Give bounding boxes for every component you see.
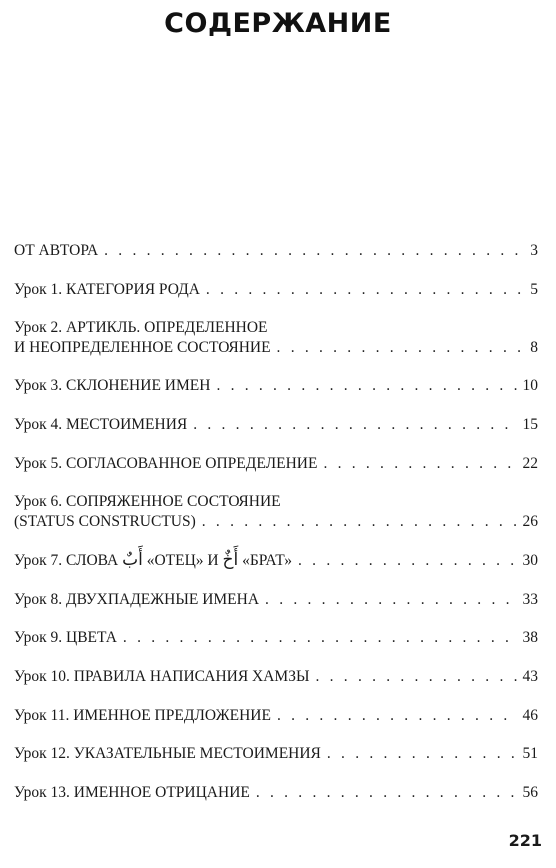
toc-entry-label: Урок 8. ДВУХПАДЕЖНЫЕ ИМЕНА — [14, 591, 260, 608]
toc-entry-label — [14, 550, 292, 571]
toc-entry-label: Урок 1. КАТЕГОРИЯ РОДА — [14, 281, 200, 298]
toc-entry-label: Урок 11. ИМЕННОЕ ПРЕДЛОЖЕНИЕ — [14, 707, 271, 724]
toc-entry-line — [14, 512, 538, 532]
toc-entry[interactable] — [14, 376, 538, 396]
dot-leader — [277, 706, 517, 726]
dot-leader — [327, 744, 517, 764]
label-text: «БРАТ» — [242, 552, 293, 569]
toc-entry-label: Урок 10. ПРАВИЛА НАПИСАНИЯ ХАМЗЫ — [14, 668, 310, 685]
toc-entry-line — [14, 667, 538, 687]
arabic-word-ab: أَبٌ — [122, 550, 143, 570]
toc-entry-line — [14, 415, 538, 435]
dot-leader — [256, 783, 517, 803]
toc-entry-label-line1: Урок 2. АРТИКЛЬ. ОПРЕДЕЛЕННОЕ — [14, 319, 268, 336]
dot-leader — [193, 415, 516, 435]
dot-leader — [298, 551, 516, 571]
toc-entry-label: Урок 3. СКЛОНЕНИЕ ИМЕН — [14, 377, 211, 394]
label-text: Урок 7. СЛОВА — [14, 552, 119, 569]
toc-entry-label: Урок 13. ИМЕННОЕ ОТРИЦАНИЕ — [14, 784, 250, 801]
toc-entry[interactable] — [14, 550, 538, 571]
toc-entry[interactable] — [14, 318, 538, 358]
toc-entry-label: Урок 12. УКАЗАТЕЛЬНЫЕ МЕСТОИМЕНИЯ — [14, 745, 321, 762]
dot-leader — [265, 590, 516, 610]
toc-entry-line — [14, 590, 538, 610]
toc-entry[interactable] — [14, 744, 538, 764]
toc-page-number: 26 — [522, 513, 538, 530]
toc-entry[interactable] — [14, 454, 538, 474]
toc-page-number: 46 — [522, 707, 538, 724]
toc-entry[interactable] — [14, 590, 538, 610]
toc-page-number: 43 — [522, 668, 538, 685]
dot-leader — [216, 376, 516, 396]
toc-page-number: 30 — [522, 552, 538, 569]
toc-entry-line — [14, 550, 538, 571]
toc-page-number: 38 — [522, 629, 538, 646]
toc-entry-label: Урок 5. СОГЛАСОВАННОЕ ОПРЕДЕЛЕНИЕ — [14, 455, 318, 472]
arabic-word-akh: أَخٌ — [222, 550, 239, 570]
toc-entry[interactable] — [14, 241, 538, 261]
toc-page-number: 33 — [522, 591, 538, 608]
toc-entry[interactable] — [14, 280, 538, 300]
toc-entry[interactable] — [14, 628, 538, 648]
toc-entry-line — [14, 376, 538, 396]
dot-leader — [206, 280, 524, 300]
toc-entry[interactable] — [14, 706, 538, 726]
page-number: 221 — [508, 831, 542, 850]
toc-entry[interactable] — [14, 783, 538, 803]
toc-entry-line — [14, 454, 538, 474]
label-text: «ОТЕЦ» И — [146, 552, 219, 569]
toc-entry-line — [14, 338, 538, 358]
toc-entry-label-line1: Урок 6. СОПРЯЖЕННОЕ СОСТОЯНИЕ — [14, 493, 281, 510]
toc-entry-line — [14, 628, 538, 648]
toc-entry-label: И НЕОПРЕДЕЛЕННОЕ СОСТОЯНИЕ — [14, 339, 271, 356]
dot-leader — [104, 241, 524, 261]
toc-entry-line — [14, 706, 538, 726]
toc-entry-label: (STATUS CONSTRUCTUS) — [14, 513, 196, 530]
toc-entry[interactable] — [14, 415, 538, 435]
toc-page-number: 10 — [522, 377, 538, 394]
dot-leader — [316, 667, 517, 687]
page-title: СОДЕРЖАНИЕ — [164, 8, 392, 39]
toc-entry-line — [14, 744, 538, 764]
dot-leader — [323, 454, 516, 474]
toc-entry[interactable] — [14, 492, 538, 532]
toc-page-number: 15 — [522, 416, 538, 433]
dot-leader — [277, 338, 525, 358]
toc-entry-line — [14, 241, 538, 261]
toc-entry-label: Урок 9. ЦВЕТА — [14, 629, 117, 646]
toc-entry-line — [14, 280, 538, 300]
toc-entry-line — [14, 783, 538, 803]
dot-leader — [123, 628, 517, 648]
toc-entry-label: ОТ АВТОРА — [14, 242, 99, 259]
toc-page-number: 56 — [522, 784, 538, 801]
toc-entry-label: Урок 4. МЕСТОИМЕНИЯ — [14, 416, 188, 433]
toc-page-number: 8 — [530, 339, 538, 356]
toc-page-number: 51 — [522, 745, 538, 762]
toc-page-number: 5 — [530, 281, 538, 298]
toc-page-number: 22 — [522, 455, 538, 472]
toc-entry[interactable] — [14, 667, 538, 687]
dot-leader — [202, 512, 517, 532]
toc-page-number: 3 — [530, 242, 538, 259]
